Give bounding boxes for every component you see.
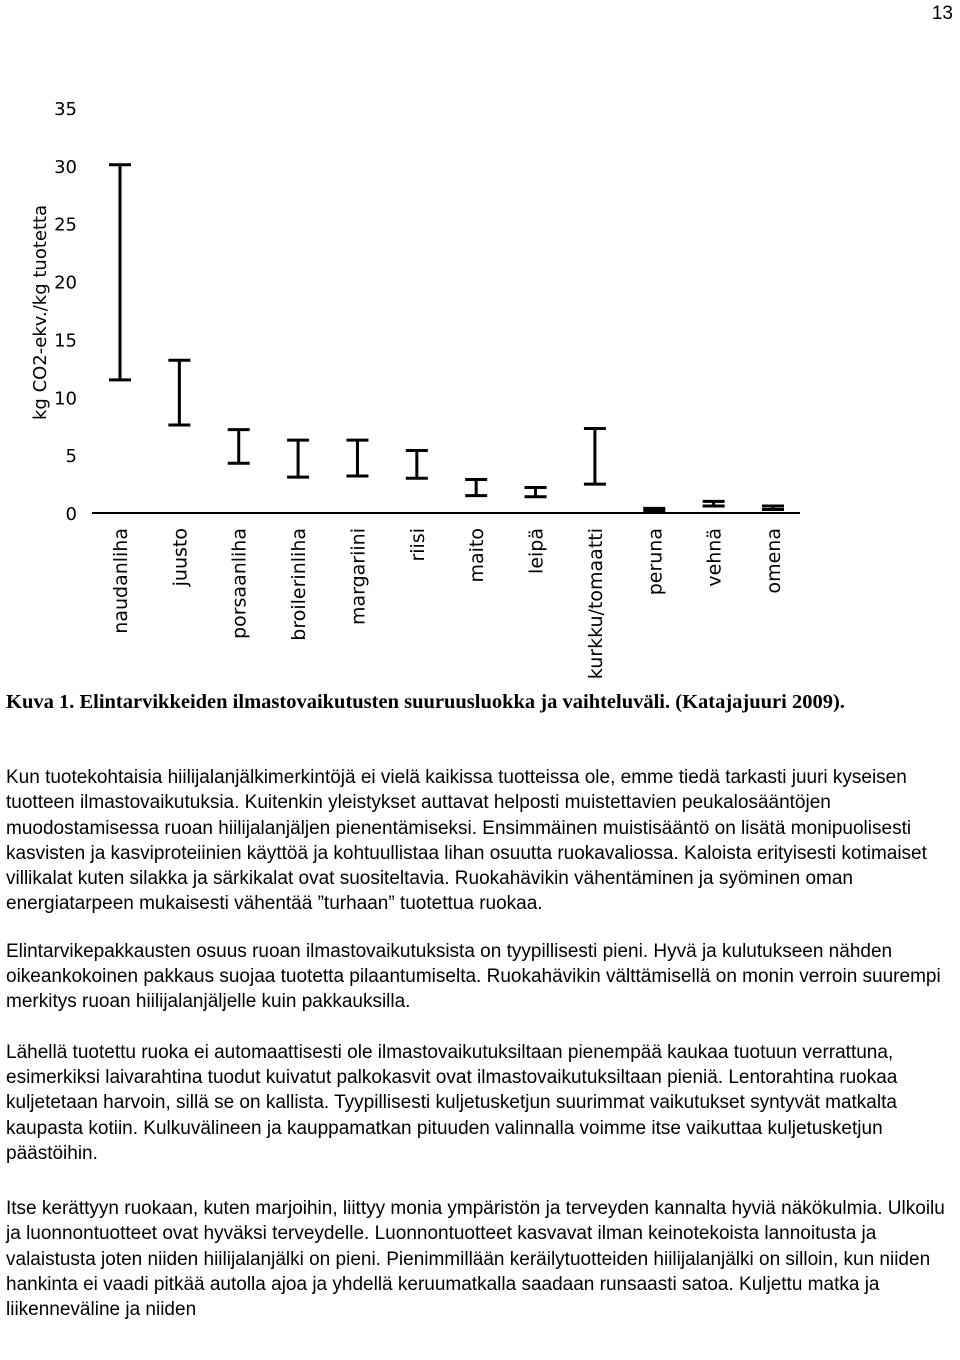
range-bar — [406, 451, 428, 479]
paragraph: Elintarvikepakkausten osuus ruoan ilmastovaikutuksista on tyypillisesti pieni. Hyvä ja kulutukseen nähden oikeankokoinen pakkaus suojaa tuotetta pilaantumiselta. Ruokahävikin välttämisellä on monin verroin suurempi merkitys ruoan hiilijalanjäljelle kuin pakkauksilla. — [6, 940, 941, 1013]
y-tick-label: 35 — [54, 99, 77, 120]
category-labels — [110, 528, 785, 679]
range-bar — [346, 440, 368, 476]
category-label: kurkku/tomaatti — [584, 528, 607, 680]
range-bar — [287, 440, 309, 477]
page-number: 13 — [931, 3, 953, 24]
category-label: leipä — [525, 528, 548, 574]
y-axis-ticks — [54, 99, 77, 525]
range-bar — [168, 360, 190, 425]
range-bars — [109, 165, 784, 511]
range-bar — [703, 501, 725, 506]
category-label: riisi — [406, 528, 429, 562]
range-bar — [762, 506, 784, 509]
body-text — [6, 765, 956, 1345]
paragraph: Itse kerättyyn ruokaan, kuten marjoihin, liittyy monia ympäristön ja terveyden kannalta hyviä näkökulmia. Ulkoilu ja luonnontuotteet ovat hyväksi terveydelle. Luonnontuotteet kasvavat ilman keinotekoista lannoitusta ja valaistusta joten niiden hiilijalanjälki on pieni. Pienimmillään keräilytuotteiden hiilijalanjälki on silloin, kun niiden hankinta ei vaadi pitkää autolla ajoa ja yhdellä keruumatkalla saadaan runsaasti satoa. Kuljettu matka ja liikenneväline ja niiden — [6, 1198, 945, 1321]
y-tick-label: 15 — [54, 330, 77, 352]
y-tick-label: 0 — [65, 504, 77, 525]
range-bar — [465, 479, 487, 495]
paragraph: Kun tuotekohtaisia hiilijalanjälkimerkintöjä ei vielä kaikissa tuotteissa ole, emme tiedä tarkasti juuri kyseisen tuotteen ilmastovaikutuksia. Kuitenkin yleistykset auttavat helposti muistettavien peukalosääntöjen muodostamisessa ruoan hiilijalanjäljen pienentämiseksi. Ensimmäinen muistisääntö on lisätä monipuolisesti kasvisten ja kasviproteiinien käyttöä ja kohtuullistaa lihan osuutta ruokavaliossa. Kaloista erityisesti kotimaiset villikalat kuten silakka ja särkikalat ovat suositeltavia. Ruokahävikin vähentäminen ja syöminen oman energiatarpeen mukaisesti vähentää ”turhaan” tuotettua ruokaa. — [6, 767, 927, 915]
y-axis-label: kg CO2-ekv./kg tuotetta — [30, 204, 51, 420]
category-label: maito — [466, 528, 489, 583]
range-bar — [109, 165, 131, 380]
category-label: margariini — [347, 528, 370, 626]
range-bar — [584, 429, 606, 485]
y-tick-label: 30 — [54, 156, 77, 178]
category-label: omena — [763, 528, 785, 594]
y-tick-label: 20 — [54, 272, 77, 294]
y-tick-label: 10 — [54, 388, 77, 410]
category-label: juusto — [169, 528, 192, 587]
category-label: naudanliha — [110, 528, 132, 634]
y-tick-label: 25 — [54, 214, 77, 236]
range-bar — [643, 508, 665, 510]
category-label: vehnä — [703, 528, 726, 587]
figure-caption: Kuva 1. Elintarvikkeiden ilmastovaikutusten suuruusluokka ja vaihteluväli. (Katajajuuri 2009). — [6, 691, 845, 713]
y-tick-label: 5 — [65, 446, 77, 468]
category-label: peruna — [644, 528, 667, 596]
category-label: broilerinliha — [288, 528, 311, 641]
category-label: porsaanliha — [228, 528, 251, 639]
range-bar — [228, 430, 250, 464]
paragraph: Lähellä tuotettu ruoka ei automaattisesti ole ilmastovaikutuksiltaan pienempää kaukaa tuotuun verrattuna, esimerkiksi laivarahtina tuodut kuivatut palkokasvit ovat ilmastovaikutuksiltaan pieniä. Lentorahtina ruokaa kuljetetaan harvoin, sillä se on kallista. Tyypillisesti kuljetusketjun suurimmat vaikutukset syntyvät matkalta kaupasta kotiin. Kulkuvälineen ja kauppamatkan pituuden valinnalla voimme itse vaikuttaa kuljetusketjun päästöihin. — [6, 1041, 898, 1164]
range-bar — [525, 488, 547, 497]
